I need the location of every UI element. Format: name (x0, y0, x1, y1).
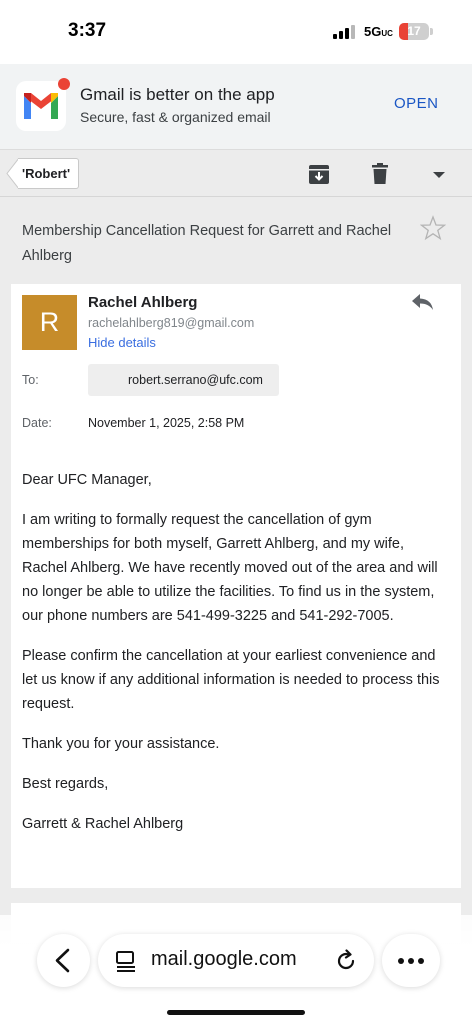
sender-email: rachelahlberg819@gmail.com (88, 316, 255, 330)
promo-subtitle: Secure, fast & organized email (80, 109, 271, 125)
battery-tip (430, 28, 433, 35)
browser-back-button[interactable] (37, 934, 90, 987)
reload-icon[interactable] (334, 949, 358, 973)
browser-toolbar (0, 915, 472, 1024)
network-type: 5GUC (364, 24, 393, 39)
body-paragraph: Please confirm the cancellation at your earliest convenience and let us know if any additional information is needed to process this request. (22, 648, 440, 712)
recipient-chip[interactable] (88, 364, 279, 396)
notification-dot (58, 78, 70, 90)
body-paragraph: Garrett & Rachel Ahlberg (22, 816, 184, 832)
message-toolbar (0, 151, 472, 197)
battery-icon (399, 23, 429, 40)
archive-icon[interactable] (307, 162, 331, 186)
ellipsis-icon (397, 957, 425, 965)
avatar: R (22, 295, 77, 350)
back-to-search-button[interactable]: 'Robert' (18, 158, 79, 189)
open-app-button[interactable]: OPEN (394, 95, 439, 112)
star-icon[interactable] (420, 215, 446, 241)
body-paragraph: Dear UFC Manager, (22, 472, 152, 488)
dropdown-icon[interactable] (427, 162, 451, 186)
subject-area (0, 198, 472, 284)
gmail-logo-icon (16, 81, 66, 131)
cellular-signal-icon (333, 25, 357, 39)
recipient-email: robert.serrano@ufc.com (128, 373, 263, 387)
body-paragraph: Thank you for your assistance. (22, 736, 220, 752)
status-time: 3:37 (68, 20, 107, 41)
message-body (22, 468, 446, 852)
chevron-left-icon (53, 948, 73, 973)
hide-details-link[interactable]: Hide details (88, 335, 156, 350)
body-paragraph: I am writing to formally request the cancellation of gym memberships for both myself, Garrett Ahlberg, and my wife, Rachel Ahlberg. We have recently moved out of the area and will no longer be able to utilize the facilities. To find us in the system, our phone numbers are 541-499-3225 and 541-292-7005. (22, 512, 438, 624)
address-bar[interactable] (98, 934, 374, 987)
email-subject: Membership Cancellation Request for Garrett and Rachel Ahlberg (22, 223, 392, 264)
sender-name: Rachel Ahlberg (88, 294, 198, 311)
message-card (11, 284, 461, 888)
date-label: Date: (22, 416, 52, 430)
promo-title: Gmail is better on the app (80, 85, 275, 104)
app-promo-banner (0, 64, 472, 150)
more-options-button[interactable] (382, 934, 440, 987)
body-paragraph: Best regards, (22, 776, 109, 792)
home-indicator (167, 1010, 305, 1015)
url-text: mail.google.com (151, 948, 297, 970)
trash-icon[interactable] (368, 162, 392, 186)
page-menu-icon[interactable] (115, 950, 137, 972)
status-bar (0, 0, 472, 64)
battery-level: 17 (407, 24, 421, 38)
reply-icon[interactable] (411, 292, 435, 312)
message-date: November 1, 2025, 2:58 PM (88, 416, 245, 430)
to-label: To: (22, 373, 39, 387)
